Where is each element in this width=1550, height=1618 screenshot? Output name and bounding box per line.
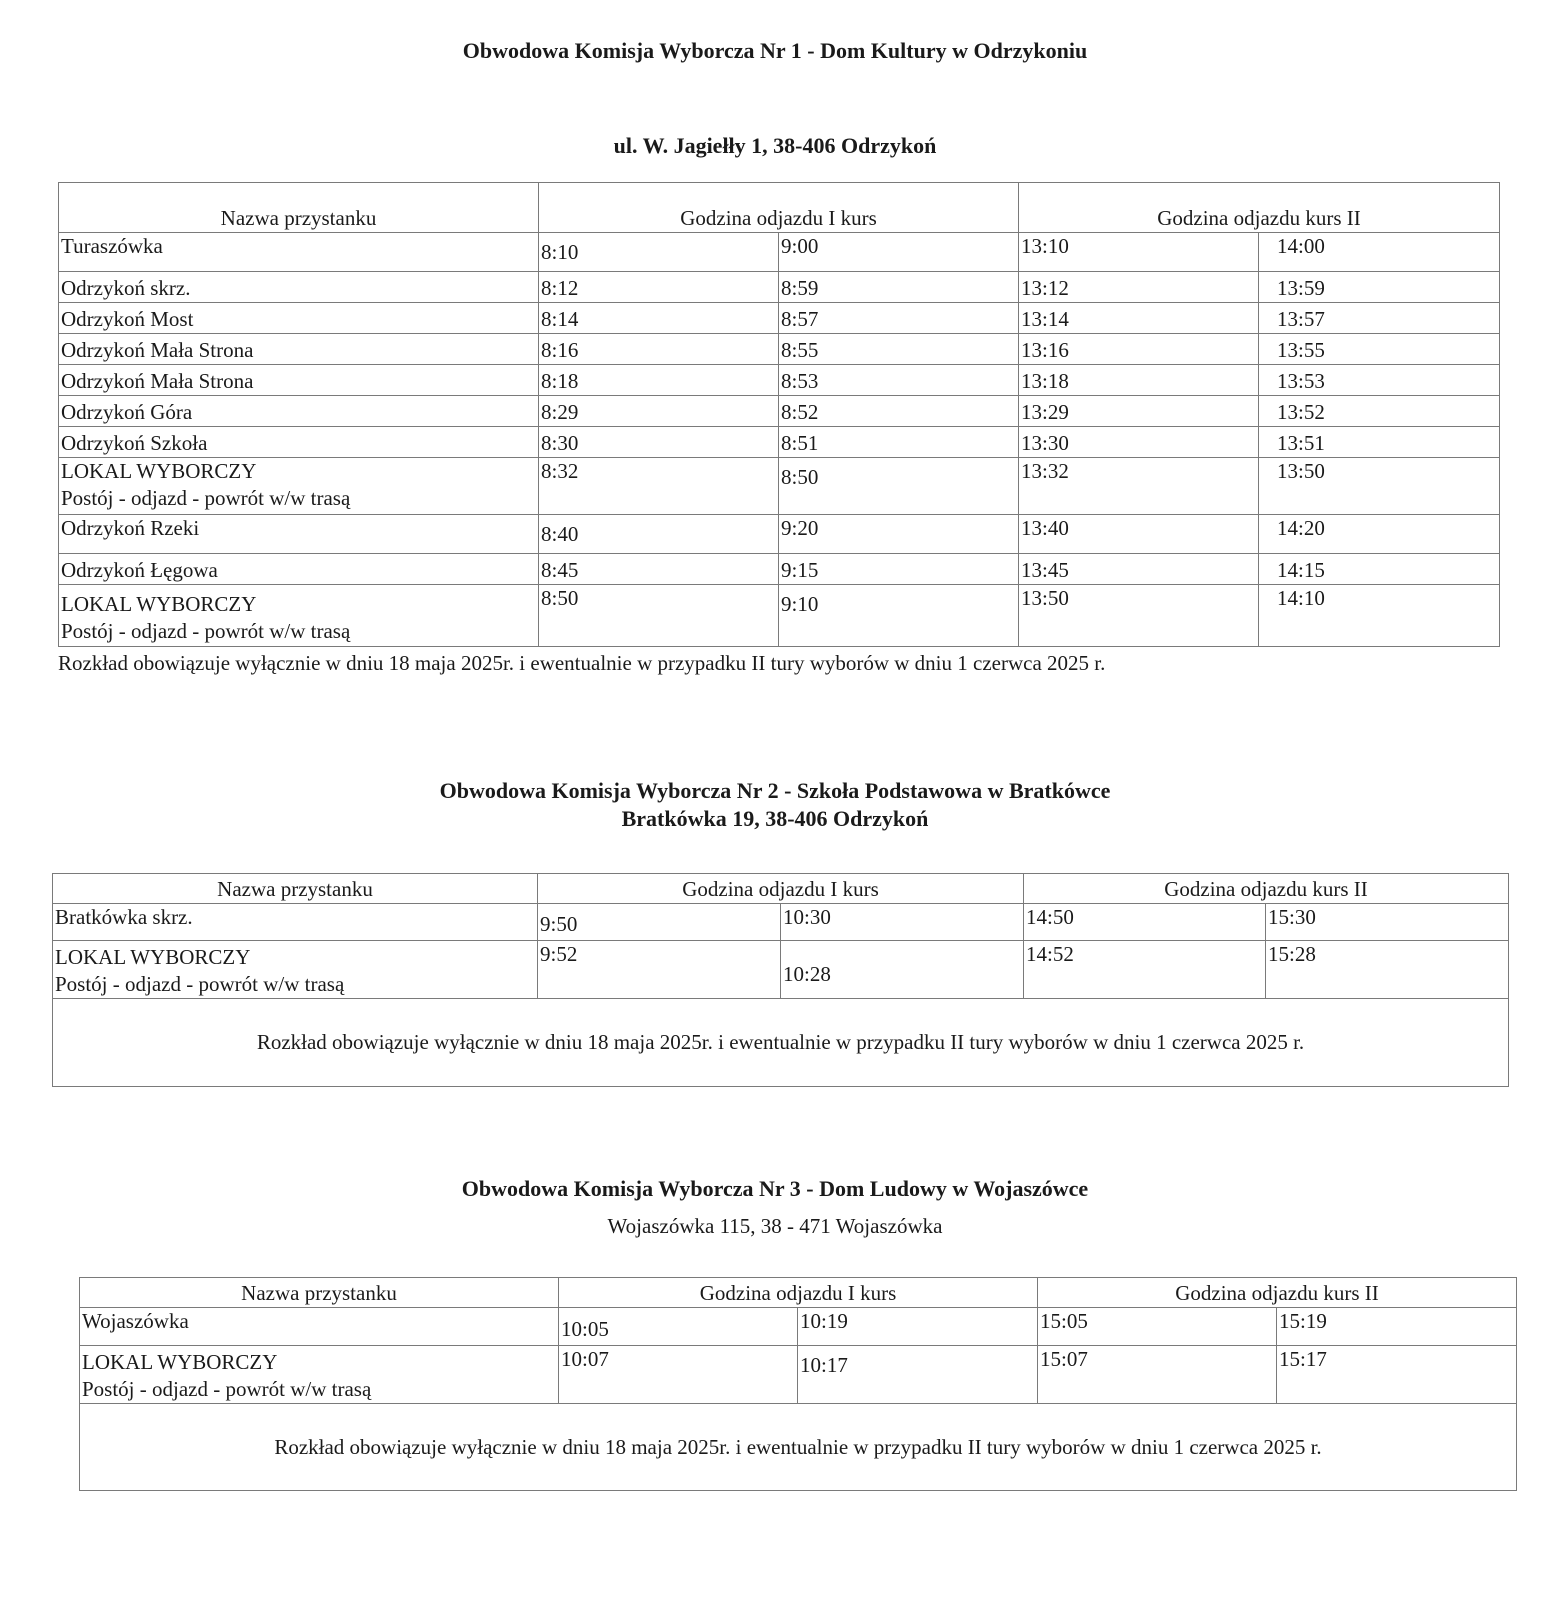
time-cell: 13:59 <box>1259 272 1500 303</box>
time-cell: 15:17 <box>1277 1346 1517 1404</box>
header-stop-name: Nazwa przystanku <box>59 183 539 233</box>
time-cell: 9:10 <box>779 585 1019 647</box>
stop-name <box>59 585 539 647</box>
header-stop-name: Nazwa przystanku <box>53 874 538 904</box>
stop-name-line1: LOKAL WYBORCZY <box>61 459 257 483</box>
time-cell: 13:51 <box>1259 427 1500 458</box>
header-course-1: Godzina odjazdu I kurs <box>539 183 1019 233</box>
time-cell: 9:50 <box>538 904 781 941</box>
stop-name: Odrzykoń Szkoła <box>59 427 539 458</box>
time-cell: 13:14 <box>1019 303 1259 334</box>
table-header-row <box>80 1278 1517 1308</box>
time-cell: 8:10 <box>539 233 779 272</box>
time-cell: 13:45 <box>1019 554 1259 585</box>
time-cell: 8:57 <box>779 303 1019 334</box>
time-cell: 13:32 <box>1019 458 1259 515</box>
table-row <box>59 396 1500 427</box>
table-row <box>53 941 1509 999</box>
stop-name <box>59 458 539 515</box>
time-cell: 8:14 <box>539 303 779 334</box>
section1-address: ul. W. Jagiełły 1, 38-406 Odrzykoń <box>613 133 937 158</box>
stop-name <box>80 1346 559 1404</box>
stop-name: Odrzykoń skrz. <box>59 272 539 303</box>
time-cell: 8:30 <box>539 427 779 458</box>
time-cell: 13:16 <box>1019 334 1259 365</box>
table-row <box>80 1404 1517 1491</box>
time-cell: 13:40 <box>1019 515 1259 554</box>
stop-name-line1: LOKAL WYBORCZY <box>82 1350 278 1374</box>
table-row <box>59 233 1500 272</box>
stop-name: Odrzykoń Mała Strona <box>59 365 539 396</box>
stop-name-line2: Postój - odjazd - powrót w/w trasą <box>61 619 351 643</box>
time-cell: 8:29 <box>539 396 779 427</box>
time-cell: 15:07 <box>1038 1346 1277 1404</box>
time-cell: 10:17 <box>798 1346 1038 1404</box>
section1-timetable <box>58 182 1500 647</box>
table-row <box>59 515 1500 554</box>
table-row <box>59 303 1500 334</box>
time-cell: 10:07 <box>559 1346 798 1404</box>
time-cell: 13:57 <box>1259 303 1500 334</box>
stop-name-line2: Postój - odjazd - powrót w/w trasą <box>55 972 345 996</box>
section3-title: Obwodowa Komisja Wyborcza Nr 3 - Dom Ludowy w Wojaszówce <box>461 1176 1089 1201</box>
stop-name: Odrzykoń Łęgowa <box>59 554 539 585</box>
stop-name: Odrzykoń Rzeki <box>59 515 539 554</box>
section2-validity-note: Rozkład obowiązuje wyłącznie w dniu 18 maja 2025r. i ewentualnie w przypadku II tury wyborów w dniu 1 czerwca 2025 r. <box>53 999 1509 1087</box>
stop-name-line1: LOKAL WYBORCZY <box>55 945 251 969</box>
time-cell: 8:51 <box>779 427 1019 458</box>
table-row <box>59 458 1500 515</box>
time-cell: 9:52 <box>538 941 781 999</box>
time-cell: 14:52 <box>1024 941 1266 999</box>
time-cell: 8:50 <box>539 585 779 647</box>
time-cell: 10:30 <box>781 904 1024 941</box>
time-cell: 13:53 <box>1259 365 1500 396</box>
section3-address: Wojaszówka 115, 38 - 471 Wojaszówka <box>607 1214 943 1238</box>
stop-name: Bratkówka skrz. <box>53 904 538 941</box>
header-stop-name: Nazwa przystanku <box>80 1278 559 1308</box>
table-header-row <box>59 183 1500 233</box>
table-row <box>59 334 1500 365</box>
time-cell: 8:16 <box>539 334 779 365</box>
time-cell: 9:00 <box>779 233 1019 272</box>
section2-address: Bratkówka 19, 38-406 Odrzykoń <box>621 806 929 831</box>
time-cell: 13:55 <box>1259 334 1500 365</box>
time-cell: 14:00 <box>1259 233 1500 272</box>
section1-validity-note: Rozkład obowiązuje wyłącznie w dniu 18 maja 2025r. i ewentualnie w przypadku II tury wyborów w dniu 1 czerwca 2025 r. <box>58 651 1106 675</box>
header-course-2: Godzina odjazdu kurs II <box>1019 183 1500 233</box>
time-cell: 13:12 <box>1019 272 1259 303</box>
table-row <box>80 1346 1517 1404</box>
header-course-1: Godzina odjazdu I kurs <box>559 1278 1038 1308</box>
time-cell: 13:50 <box>1019 585 1259 647</box>
time-cell: 8:53 <box>779 365 1019 396</box>
time-cell: 8:32 <box>539 458 779 515</box>
time-cell: 8:40 <box>539 515 779 554</box>
table-row <box>59 365 1500 396</box>
table-row <box>59 427 1500 458</box>
time-cell: 15:28 <box>1266 941 1509 999</box>
header-course-2: Godzina odjazdu kurs II <box>1024 874 1509 904</box>
time-cell: 9:20 <box>779 515 1019 554</box>
time-cell: 13:18 <box>1019 365 1259 396</box>
stop-name-line2: Postój - odjazd - powrót w/w trasą <box>82 1377 372 1401</box>
table-row <box>59 272 1500 303</box>
time-cell: 15:30 <box>1266 904 1509 941</box>
table-row <box>53 904 1509 941</box>
time-cell: 13:29 <box>1019 396 1259 427</box>
table-row <box>53 999 1509 1087</box>
header-course-2: Godzina odjazdu kurs II <box>1038 1278 1517 1308</box>
table-row <box>59 554 1500 585</box>
time-cell: 15:19 <box>1277 1308 1517 1346</box>
header-course-1: Godzina odjazdu I kurs <box>538 874 1024 904</box>
time-cell: 8:18 <box>539 365 779 396</box>
stop-name <box>53 941 538 999</box>
stop-name-line2: Postój - odjazd - powrót w/w trasą <box>61 486 351 510</box>
section3-validity-note: Rozkład obowiązuje wyłącznie w dniu 18 maja 2025r. i ewentualnie w przypadku II tury wyborów w dniu 1 czerwca 2025 r. <box>80 1404 1517 1491</box>
time-cell: 8:59 <box>779 272 1019 303</box>
time-cell: 15:05 <box>1038 1308 1277 1346</box>
table-header-row <box>53 874 1509 904</box>
time-cell: 13:10 <box>1019 233 1259 272</box>
time-cell: 10:28 <box>781 941 1024 999</box>
table-row <box>59 585 1500 647</box>
time-cell: 13:50 <box>1259 458 1500 515</box>
time-cell: 10:05 <box>559 1308 798 1346</box>
time-cell: 8:45 <box>539 554 779 585</box>
time-cell: 14:10 <box>1259 585 1500 647</box>
section2-timetable <box>52 873 1509 1087</box>
section1-title: Obwodowa Komisja Wyborcza Nr 1 - Dom Kultury w Odrzykoniu <box>462 38 1088 63</box>
stop-name-line1: LOKAL WYBORCZY <box>61 592 257 616</box>
stop-name: Wojaszówka <box>80 1308 559 1346</box>
time-cell: 8:12 <box>539 272 779 303</box>
time-cell: 8:52 <box>779 396 1019 427</box>
stop-name: Turaszówka <box>59 233 539 272</box>
stop-name: Odrzykoń Most <box>59 303 539 334</box>
time-cell: 10:19 <box>798 1308 1038 1346</box>
time-cell: 13:52 <box>1259 396 1500 427</box>
section3-timetable <box>79 1277 1517 1491</box>
time-cell: 13:30 <box>1019 427 1259 458</box>
time-cell: 9:15 <box>779 554 1019 585</box>
table-row <box>80 1308 1517 1346</box>
section2-title: Obwodowa Komisja Wyborcza Nr 2 - Szkoła Podstawowa w Bratkówce <box>439 778 1111 803</box>
stop-name: Odrzykoń Góra <box>59 396 539 427</box>
time-cell: 8:55 <box>779 334 1019 365</box>
stop-name: Odrzykoń Mała Strona <box>59 334 539 365</box>
time-cell: 14:20 <box>1259 515 1500 554</box>
time-cell: 14:50 <box>1024 904 1266 941</box>
time-cell: 8:50 <box>779 458 1019 515</box>
time-cell: 14:15 <box>1259 554 1500 585</box>
